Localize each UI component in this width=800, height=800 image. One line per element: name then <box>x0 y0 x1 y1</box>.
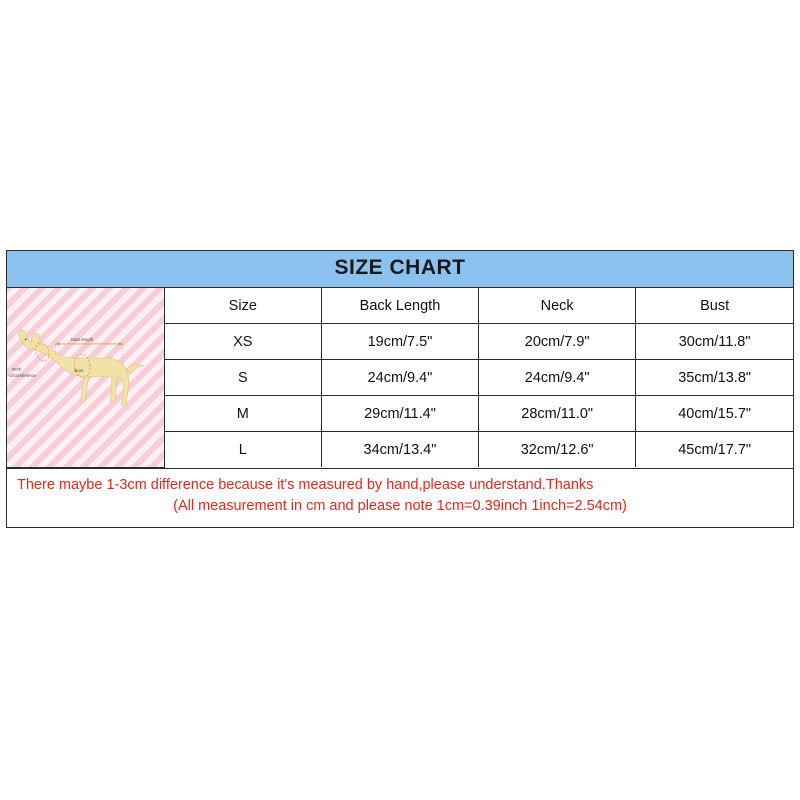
size-chart <box>6 250 794 528</box>
cell-bust: 40cm/15.7" <box>636 396 793 432</box>
column-header-back-length: Back Length <box>321 288 478 324</box>
cell-neck: 20cm/7.9" <box>479 324 636 360</box>
chart-title: SIZE CHART <box>7 251 793 288</box>
label-bust: Bust <box>74 368 83 374</box>
column-header-neck: Neck <box>479 288 636 324</box>
cell-bust: 45cm/17.7" <box>678 441 752 458</box>
cell-back-length: 24cm/9.4" <box>321 360 478 396</box>
cell-bust: 35cm/13.8" <box>636 360 793 396</box>
label-neck-2: circumference <box>9 372 37 378</box>
cell-size: M <box>164 396 321 432</box>
dog-diagram-icon <box>7 288 164 467</box>
column-header-size: Size <box>164 288 321 324</box>
cell-back-length: 19cm/7.5" <box>321 324 478 360</box>
cell-back-length: 34cm/13.4" <box>321 432 478 468</box>
label-back-length: back length <box>71 336 94 342</box>
cell-neck: 32cm/12.6" <box>479 432 636 468</box>
illustration-canvas <box>7 288 164 467</box>
dog-measurement-illustration <box>7 288 164 467</box>
cell-neck: 24cm/9.4" <box>479 360 636 396</box>
table-header-row <box>7 288 793 324</box>
size-table <box>7 288 793 468</box>
label-neck-1: neck <box>11 366 21 372</box>
note-unit-conversion: (All measurement in cm and please note 1cm=0.39inch 1inch=2.54cm) <box>173 497 627 514</box>
cell-size: XS <box>164 324 321 360</box>
cell-back-length: 29cm/11.4" <box>321 396 478 432</box>
note-measurement-difference: There maybe 1-3cm difference because it's measured by hand,please understand.Thanks <box>17 476 594 493</box>
cell-size: L <box>164 432 321 468</box>
cell-neck: 28cm/11.0" <box>479 396 636 432</box>
chart-notes <box>7 468 793 527</box>
cell-size: S <box>164 360 321 396</box>
column-header-bust: Bust <box>636 288 793 324</box>
cell-bust: 30cm/11.8" <box>636 324 793 360</box>
